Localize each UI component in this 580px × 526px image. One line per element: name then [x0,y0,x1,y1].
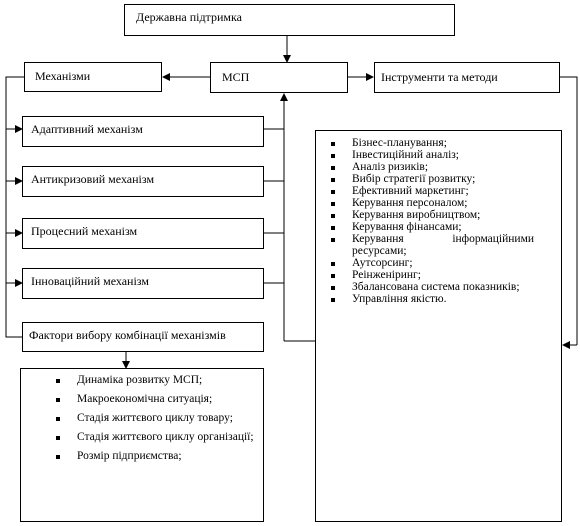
list-item: Бізнес-планування; [324,137,534,149]
list-item: Вибір стратегії розвитку; [324,173,534,185]
anticrisis-mechanism-box [22,166,264,197]
process-mechanism-box [22,218,264,249]
state-support-label: Державна підтримка [136,10,242,24]
list-item: Керування фінансами; [324,221,534,233]
list-item: Реінженіринг; [324,269,534,281]
tools-label: Інструменти та методи [381,70,498,84]
tools-box [374,62,560,93]
mechanisms-label: Механізми [35,69,91,83]
process-mechanism-label: Процесний механізм [31,224,138,238]
list-item: Макроекономічна ситуація; [49,393,257,406]
list-item: Ефективний маркетинг; [324,185,534,197]
anticrisis-mechanism-label: Антикризовий механізм [31,172,155,186]
list-item: Керування виробництвом; [324,209,534,221]
list-item: Інвестиційний аналіз; [324,149,534,161]
msp-box [210,62,348,93]
factors-list-box [20,368,264,522]
list-item: Збалансована система показників; [324,281,534,293]
list-item: Керування персоналом; [324,197,534,209]
list-item: Аналіз ризиків; [324,161,534,173]
innovation-mechanism-label: Інноваційний механізм [31,274,149,288]
innovation-mechanism-box [22,268,264,299]
selection-factors-label: Фактори вибору комбінації механізмів [29,328,226,342]
adaptive-mechanism-label: Адаптивний механізм [31,122,143,136]
adaptive-mechanism-box [22,116,264,147]
list-item: Управління якістю. [324,293,534,305]
mechanisms-box [24,62,162,92]
tools-list-box [315,130,562,522]
list-item: Динаміка розвитку МСП; [49,374,257,387]
selection-factors-box [22,322,264,352]
msp-label: МСП [222,70,250,84]
list-item: Стадія життєвого циклу товару; [49,412,257,425]
list-item: Аутсорсинг; [324,257,534,269]
list-item: Стадія життєвого циклу організації; [49,431,257,444]
state-support-box [124,4,455,36]
list-item: Керування інформаційними ресурсами; [324,233,534,257]
list-item: Розмір підприємства; [49,450,257,463]
